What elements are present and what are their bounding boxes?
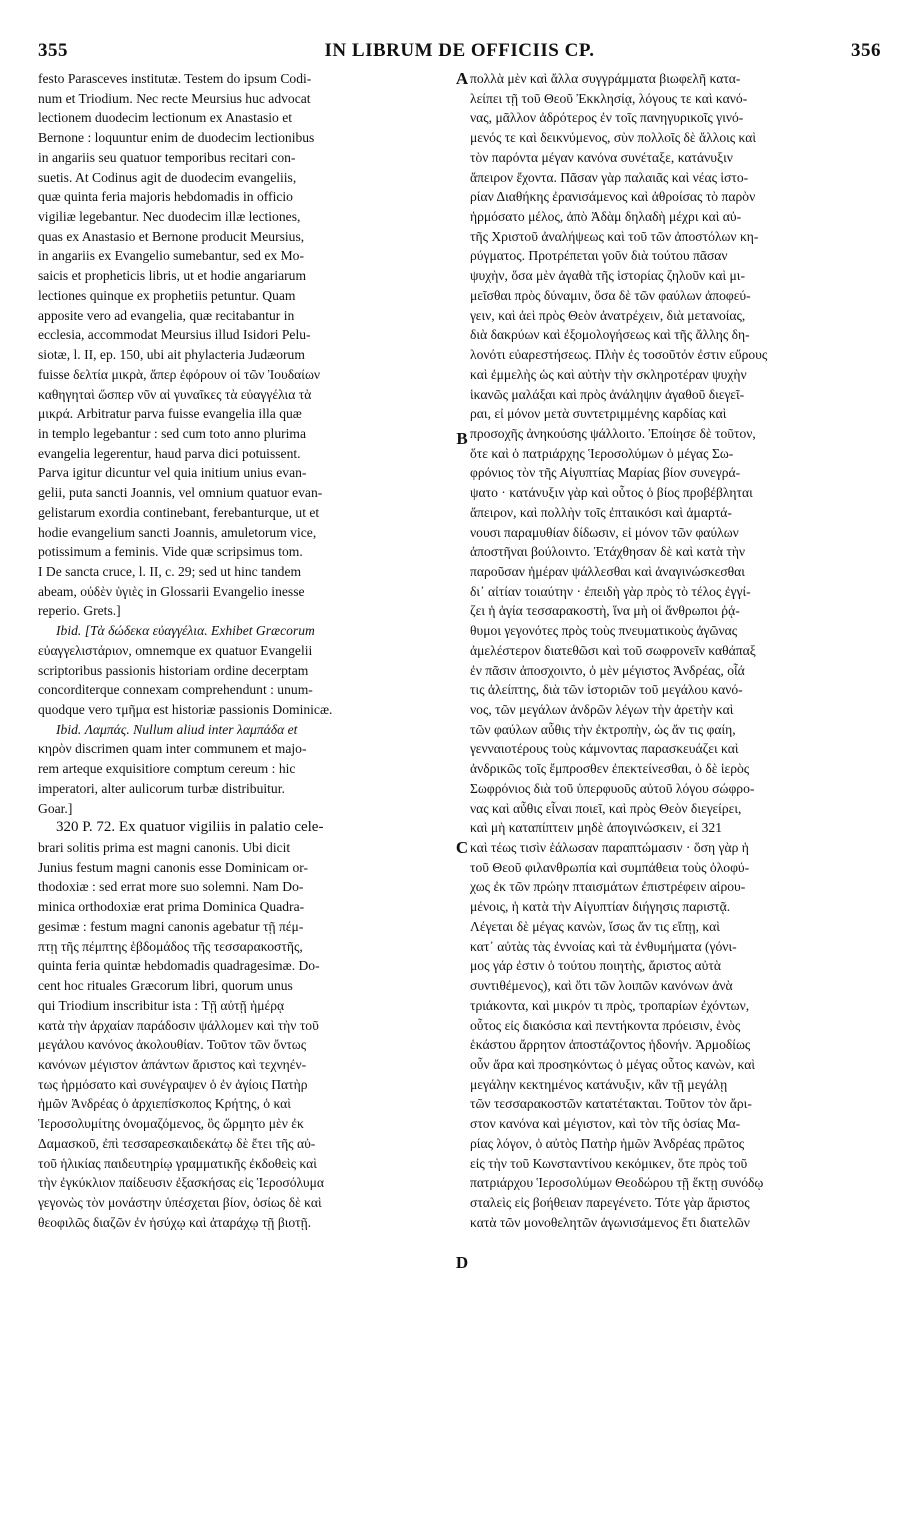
right-column-line: στον κανόνα καὶ μέγιστον, καὶ τὸν τῆς ὁσίας Μα- bbox=[470, 1116, 741, 1132]
right-column-line: διὰ δακρύων καὶ ἐξομολογήσεως καὶ τῆς ἄλλης δη- bbox=[470, 327, 750, 343]
left-column-latin-commentary bbox=[38, 69, 450, 1232]
margin-letter-a: A bbox=[455, 69, 469, 88]
right-column-line: ψατο · κατάνυξιν γὰρ καὶ οὗτος ὁ βίος προβέβληται bbox=[470, 485, 753, 501]
left-column-line: evangelia legerentur, haud parva dici potuissent. bbox=[38, 445, 301, 461]
left-column-line: I De sancta cruce, l. II, c. 29; sed ut hinc tandem bbox=[38, 563, 302, 579]
right-column-line: ψυχὴν, ὅσα μὲν ἀγαθὰ τῆς ἱστορίας ζηλοῦν καὶ μι- bbox=[470, 268, 745, 284]
right-column-line: ρίαν Διαθήκης ἐρανισάμενος καὶ ἀθροίσας τὸ παρὸν bbox=[470, 189, 756, 205]
right-column-line: τις ἀλείπτης, διὰ τῶν ἱστοριῶν τοῦ μεγάλου κανό- bbox=[470, 682, 743, 698]
left-column-line: brari solitis prima est magni canonis. Ubi dicit bbox=[38, 840, 291, 856]
left-column-line: lectionem duodecim lectionum ex Anastasio et bbox=[38, 110, 293, 126]
left-column-line: Bernone : loquuntur enim de duodecim lectionibus bbox=[38, 130, 315, 146]
left-column-line: τοῦ ἡλικίας παιδευτηρίῳ γραμματικῆς ἐκδοθεὶς καὶ bbox=[38, 1155, 317, 1171]
right-column-line: τριάκοντα, καὶ μικρόν τι πρὸς, τροπαρίων ἐχόντων, bbox=[470, 997, 750, 1013]
margin-letter-d: D bbox=[455, 1253, 469, 1272]
left-column-line: potissimum a feminis. Vide quæ scripsimus tom. bbox=[38, 544, 303, 560]
left-column-line: siotæ, l. II, ep. 150, ubi ait phylacteria Judæorum bbox=[38, 347, 305, 363]
right-column-line: Λέγεται δὲ μέγας κανὼν, ἴσως ἄν τις εἴπῃ, καὶ bbox=[470, 918, 720, 934]
left-column-line: qui Triodium inscribitur ista : Τῇ αὐτῇ ἡμέρᾳ bbox=[38, 997, 285, 1013]
right-column-line: Σωφρόνιος διὰ τοῦ ὑπερφυοῦς αὐτοῦ λόγου σώφρο- bbox=[470, 780, 755, 796]
left-column-line: Ibid. [Τὰ δώδεκα εὐαγγέλια. Exhibet Græcorum bbox=[56, 623, 315, 639]
left-column-line: festo Parasceves institutæ. Testem do ipsum Codi- bbox=[38, 71, 312, 86]
right-column-line: ἀνδρικῶς τοῖς ἔμπροσθεν ἐπεκτείνεσθαι, ὁ δὲ ἱερὸς bbox=[470, 761, 750, 777]
left-column-line: hodie evangelium sancti Joannis, amuletorum vice, bbox=[38, 524, 317, 540]
left-column-line: minica orthodoxiæ erat prima Dominica Quadra- bbox=[38, 899, 305, 915]
page-number-left: 355 bbox=[38, 40, 68, 61]
left-column-line: apposite vero ad evangelia, quæ recitabantur in bbox=[38, 307, 295, 323]
right-column-line: τῶν τεσσαρακοστῶν κατατέτακται. Τοῦτον τὸν ἄρι- bbox=[470, 1096, 752, 1112]
left-column-line: gelii, puta sancti Joannis, vel omnium quatuor evan- bbox=[38, 485, 323, 501]
left-column-line: scriptoribus passionis historiam ordine decerptam bbox=[38, 662, 309, 678]
margin-letter-c: C bbox=[455, 838, 469, 857]
left-column-line: μεγάλου κανόνος ἀκολουθίαν. Τοῦτον τῶν ὄντως bbox=[38, 1037, 307, 1053]
left-column-line: thodoxiæ : sed errat more suo solemni. Nam Do- bbox=[38, 879, 304, 895]
left-column-line: ecclesia, accommodat Meursius illud Isidori Pelu- bbox=[38, 327, 311, 343]
left-column-line: καθηγηταὶ ὥσπερ νῦν αἱ γυναῖκες τὰ εὐαγγέλια τὰ bbox=[38, 386, 312, 402]
left-column-line: concorditerque connexam comprehendunt : unum- bbox=[38, 682, 313, 698]
margin-letter-b: B bbox=[456, 429, 468, 448]
left-column-line: 320 P. 72. Ex quatuor vigiliis in palatio cele- bbox=[56, 819, 324, 836]
left-column-line: quodque vero τμῆμα est historiæ passionis Dominicæ. bbox=[38, 702, 333, 717]
right-column-line: ρύγματος. Προτρέπεται γοῦν διὰ τούτου πᾶσαν bbox=[470, 248, 728, 264]
right-column-line: τῆς Χριστοῦ ἀναλήψεως καὶ τοῦ τῶν ἀποστόλων κη- bbox=[470, 228, 759, 244]
right-column-line: λονότι εὐαρεστήσεως. Πλὴν ἐς τοσοῦτόν ἐστιν εὔρους bbox=[470, 347, 768, 363]
left-column-line: quas ex Anastasio et Bernone producit Meursius, bbox=[38, 228, 305, 244]
left-column-line: εὐαγγελιστάριον, omnemque ex quatuor Evangelii bbox=[38, 642, 313, 658]
right-column-line: τῶν φαύλων αὖθις τὴν ἐκτροπὴν, ὡς ἄν τις φαίη, bbox=[470, 721, 736, 737]
right-column-line: δι᾿ αἰτίαν τοιαύτην · ἐπειδὴ γὰρ πρὸς τὸ τέλος ἐγγί- bbox=[470, 583, 751, 599]
right-column-line: ραι, εἰ μόνον μετὰ συντετριμμένης καρδίας καὶ bbox=[470, 406, 727, 422]
right-column-line: τὸν παρόντα μέγαν κανόνα συνέταξε, κατάνυξιν bbox=[470, 149, 733, 165]
right-column-line: ὅτε καὶ ὁ πατριάρχης Ἱεροσολύμων ὁ μέγας Σω- bbox=[470, 445, 734, 461]
left-column-line: in angariis ex Evangelio sumebantur, sed ex Mo- bbox=[38, 248, 304, 264]
right-column-line: κατ᾿ αὐτὰς τὰς ἐννοίας καὶ τὰ ἐνθυμήματα (γόνι- bbox=[470, 938, 737, 954]
right-column-line: γενναιοτέρους τοὺς κάμνοντας παρασκευάζει καὶ bbox=[470, 741, 739, 757]
right-column-line: ἐν πᾶσιν ἀποσχοιντο, ὁ μὲν μέγιστος Ἀνδρέας, οἷά bbox=[470, 662, 745, 678]
right-column-line: προσοχῆς ἀνηκούσης ψάλλοιτο. Ἐποίησε δὲ τοῦτον, bbox=[470, 425, 756, 441]
right-column-line: πολλὰ μὲν καὶ ἄλλα συγγράμματα βιωφελῆ κατα- bbox=[470, 71, 741, 86]
right-column-line: ἀμελέστερον διατεθῶσι καὶ τοῦ σωφρονεῖν καθάπαξ bbox=[470, 642, 756, 658]
left-column-line: τὴν ἐγκύκλιον παίδευσιν ἐξασκήσας εἰς Ἱεροσόλυμα bbox=[38, 1175, 325, 1191]
left-column-line: saicis et propheticis libris, ut et hodie angariarum bbox=[38, 268, 307, 284]
right-column-line: καὶ τέως τισὶν ἑάλωσαν παραπτώμασιν · ὅση γὰρ ἡ bbox=[470, 840, 749, 856]
right-column-line: νουσι παραμυθίαν δίδωσιν, εἰ μόνον τῶν φαύλων bbox=[470, 524, 739, 540]
right-column-line: νας καὶ αὖθις εἶναι ποιεῖ, καὶ πρὸς Θεὸν διεγείρει, bbox=[470, 800, 742, 816]
right-column-line: λείπει τῇ τοῦ Θεοῦ Ἐκκλησίᾳ, λόγους τε καὶ κανό- bbox=[470, 90, 748, 106]
right-column-line: ἄπειρον, καὶ πολλὴν τοῖς ἐπταικόσι καὶ ἁμαρτά- bbox=[470, 504, 732, 520]
left-column-line: quinta feria quintæ hebdomadis quadragesimæ. Do- bbox=[38, 958, 320, 974]
left-column-line: κανόνων μέγιστον ἁπάντων ἄριστος καὶ τεχνηέν- bbox=[38, 1056, 307, 1072]
left-column-line: κατὰ τὴν ἀρχαίαν παράδοσιν ψάλλομεν καὶ τὴν τοῦ bbox=[38, 1017, 319, 1033]
right-column-line: κατὰ τῶν μονοθελητῶν ἀγωνισάμενος ἔτι διατελῶν bbox=[470, 1214, 750, 1230]
right-column-line: οὗτος εἰς διακόσια καὶ πεντήκοντα πρόεισιν, ἑνὸς bbox=[470, 1017, 741, 1033]
running-title: IN LIBRUM DE OFFICIIS CP. bbox=[324, 40, 595, 61]
right-column-line: ἱκανῶς μαλάξαι καὶ πρὸς ἀνάληψιν ἀγαθοῦ διεγεῖ- bbox=[470, 386, 745, 402]
right-column-line: φρόνιος τὸν τῆς Αἰγυπτίας Μαρίας βίον συνεγρά- bbox=[470, 465, 741, 481]
left-column-line: imperatori, alter aulicorum turbæ distribuitur. bbox=[38, 780, 285, 796]
right-column-line: γειν, καὶ ἀεὶ πρὸς Θεὸν ἀνατρέχειν, διὰ μετανοίας, bbox=[470, 307, 746, 323]
left-column-line: Ἱεροσολυμίτης ὀνομαζόμενος, ὃς ὥρμητο μὲν ἐκ bbox=[38, 1116, 304, 1132]
left-column-line: in templo legebantur : sed cum toto anno plurima bbox=[38, 425, 307, 441]
left-column-line: Ibid. Λαμπάς. Nullum aliud inter λαμπάδα et bbox=[56, 721, 298, 737]
left-column-line: Goar.] bbox=[38, 800, 73, 816]
right-column-line: μεγάλην κεκτημένος κατάνυξιν, κἂν τῇ μεγάλῃ bbox=[470, 1076, 728, 1092]
right-column-line: πατριάρχου Ἱεροσολύμων Θεοδώρου τῇ ἕκτῃ συνόδῳ bbox=[470, 1175, 764, 1191]
left-column-line: num et Triodium. Nec recte Meursius huc advocat bbox=[38, 90, 311, 106]
right-column-line: μενός τε καὶ δεικνύμενος, σὺν πολλοῖς δὲ ἄλλοις καὶ bbox=[470, 130, 757, 146]
left-column-line: μικρά. Arbitratur parva fuisse evangelia illa quæ bbox=[38, 406, 302, 422]
left-column-line: in angariis seu quatuor temporibus recitari con- bbox=[38, 149, 296, 165]
left-column-line: lectiones quinque ex prophetiis petuntur. Quam bbox=[38, 287, 296, 303]
left-column-line: gelistarum exordia continebant, ferebanturque, ut et bbox=[38, 504, 320, 520]
right-column-line: συντιθέμενος), καὶ ὅτι τῶν λοιπῶν κανόνων ἀνὰ bbox=[470, 978, 733, 994]
right-column-line: μένοις, ἡ κατὰ τὴν Αἰγυπτίαν διήγησις παριστᾷ. bbox=[470, 899, 731, 915]
right-column-line: καὶ ἐμμελὴς ὡς καὶ αὐτὴν τὴν σκληροτέραν ψυχὴν bbox=[470, 366, 747, 382]
left-column-line: πτῃ τῆς πέμπτης ἑβδομάδος τῆς τεσσαρακοστῆς, bbox=[38, 938, 303, 954]
right-column-line: ἡρμόσατο μέλος, ἀπὸ Ἀδὰμ δηλαδὴ μέχρι καὶ αὐ- bbox=[470, 209, 742, 225]
left-column-line: gesimæ : festum magni canonis agebatur τῇ πέμ- bbox=[38, 918, 304, 934]
right-column-line: νος, τῶν μεγάλων ἀνδρῶν λέγων τὴν ἀρετὴν καὶ bbox=[470, 702, 734, 717]
left-column-line: reperio. Grets.] bbox=[38, 603, 121, 619]
right-column-greek-text bbox=[470, 69, 882, 1232]
left-column-line: Junius festum magni canonis esse Dominicam or- bbox=[38, 859, 309, 875]
right-column-line: ρίας λόγον, ὁ αὐτὸς Πατὴρ ἡμῶν Ἀνδρέας πρῶτος bbox=[470, 1135, 745, 1151]
right-column-line: οὖν ἄρα καὶ προσηκόντως ὁ μέγας οὗτος κανὼν, καὶ bbox=[470, 1056, 756, 1072]
left-column-line: vigiliæ legebantur. Nec duodecim illæ lectiones, bbox=[38, 209, 301, 225]
right-column-line: μεῖσθαι πρὸς δύναμιν, ὅσα δὲ τῶν φαύλων ἀποφεύ- bbox=[470, 287, 751, 303]
page-number-right: 356 bbox=[851, 40, 881, 61]
left-column-line: cent hoc rituales Græcorum libri, quorum unus bbox=[38, 978, 293, 994]
left-column-line: fuisse δελτία μικρὰ, ἅπερ ἐφόρουν οἱ τῶν Ἰουδαίων bbox=[38, 366, 321, 382]
right-column-line: παροῦσαν ἡμέραν ψάλλεσθαι καὶ ἀναγινώσκεσθαι bbox=[470, 563, 745, 579]
right-column-line: τοῦ Θεοῦ φιλανθρωπία καὶ συμπάθεια τοὺς ὀλοφύ- bbox=[470, 859, 750, 875]
right-column-line: μος γάρ ἐστιν ὁ τούτου ποιητὴς, ἄριστος αὐτὰ bbox=[470, 958, 721, 974]
right-column-line: ἄπειρον ἔχοντα. Πᾶσαν γὰρ παλαιᾶς καὶ νέας ἱστο- bbox=[470, 169, 749, 185]
left-column-line: τως ἡρμόσατο καὶ συνέγραψεν ὁ ἐν ἁγίοις Πατὴρ bbox=[38, 1076, 308, 1092]
left-column-line: Parva igitur dicuntur vel quia initium unius evan- bbox=[38, 465, 307, 481]
left-column-line: ἡμῶν Ἀνδρέας ὁ ἀρχιεπίσκοπος Κρήτης, ὁ καὶ bbox=[38, 1096, 291, 1112]
right-column-line: θυμοι γεγονότες πρὸς τοὺς πνευματικοὺς ἀγῶνας bbox=[470, 623, 738, 639]
right-column-line: καὶ μὴ καταπίπτειν μηδὲ ἀπογινώσκειν, εἰ 321 bbox=[470, 820, 722, 836]
left-column-line: rem arteque exquisitiore comptum cereum : hic bbox=[38, 761, 296, 777]
right-column-line: εἰς τὴν τοῦ Κωνσταντίνου κεκόμικεν, ὅτε πρὸς τοῦ bbox=[470, 1155, 748, 1171]
left-column-line: κηρὸν discrimen quam inter communem et majo- bbox=[38, 741, 307, 757]
left-column-line: Δαμασκοῦ, ἐπὶ τεσσαρεσκαιδεκάτῳ δὲ ἔτει τῆς αὐ- bbox=[38, 1135, 316, 1151]
left-column-line: abeam, οὐδὲν ὑγιὲς in Glossarii Evangelio inesse bbox=[38, 583, 305, 599]
right-column-line: ἀποστῆναι βούλοιντο. Ἐτάχθησαν δὲ καὶ κατὰ τὴν bbox=[470, 544, 746, 560]
right-column-line: νας, μᾶλλον ἀδρότερος ἐν τοῖς πανηγυρικοῖς γινό- bbox=[470, 110, 744, 126]
right-column-line: ἑκάστου ἄρρητον ἀποστάζοντος ἡδονήν. Ἁρμοδίως bbox=[470, 1037, 751, 1053]
left-column-line: suetis. At Codinus agit de duodecim evangeliis, bbox=[38, 169, 297, 185]
left-column-line: quæ quinta feria majoris hebdomadis in officio bbox=[38, 189, 293, 205]
left-column-line: γεγονὼς τὸν μονάστην ὑπέσχεται βίον, ὁσίως δὲ καὶ bbox=[38, 1194, 322, 1210]
running-header bbox=[38, 40, 881, 66]
left-column-line: θεοφιλῶς διαζῶν ἐν ἡσύχῳ καὶ ἀταράχῳ τῇ βιοτῇ. bbox=[38, 1214, 312, 1230]
right-column-line: ζει ἡ ἁγία τεσσαρακοστὴ, ἵνα μὴ οἱ ἄνθρωποι ῥᾴ- bbox=[470, 603, 740, 619]
right-column-line: σταλεὶς εἰς βοήθειαν παρεγένετο. Τότε γὰρ ἄριστος bbox=[470, 1194, 750, 1210]
right-column-line: χως ἐκ τῶν πρώην πταισμάτων ἐπιστρέφειν αἱρου- bbox=[470, 879, 746, 895]
